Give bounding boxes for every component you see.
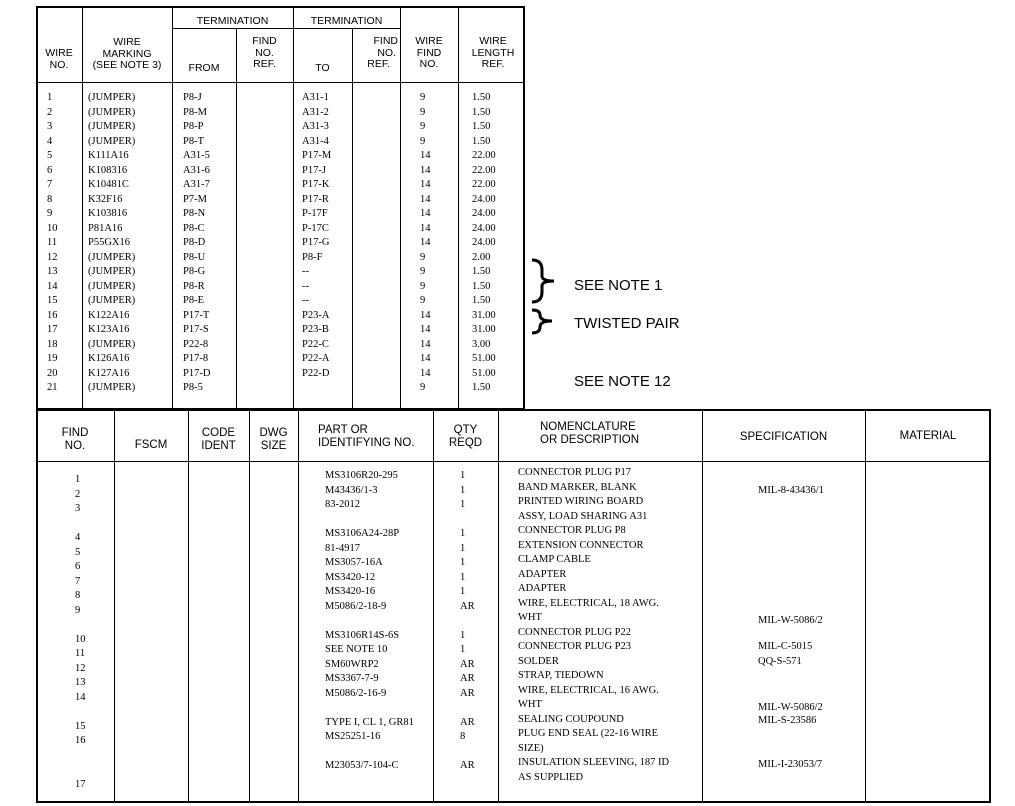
from-cell: P17-8 <box>183 353 209 364</box>
find-no-column <box>75 473 86 792</box>
find-no-cell: 15 <box>75 720 86 732</box>
wire-find-cell: 14 <box>420 353 431 364</box>
part-no-cell: MS3106R14S-6S <box>325 629 400 641</box>
parts-col-divider <box>433 409 434 803</box>
from-cell: P7-M <box>183 193 207 205</box>
wire-length-cell: 1.50 <box>472 135 491 147</box>
to-cell: P8-F <box>302 251 323 263</box>
wire-length-cell: 1.50 <box>472 92 491 103</box>
header-dwg-size: DWG SIZE <box>259 427 288 452</box>
find-no-cell: 2 <box>75 488 81 500</box>
to-cell <box>302 381 331 396</box>
nomenclature-cell: ADAPTER <box>518 568 567 580</box>
header-to: TO <box>315 62 330 74</box>
part-no-cell <box>325 745 414 760</box>
part-no-cell <box>325 614 414 629</box>
to-cell: -- <box>302 280 309 292</box>
wire-col-divider <box>352 28 353 410</box>
wire-marking-cell: (JUMPER) <box>88 338 136 350</box>
wire-find-cell: 9 <box>420 92 426 103</box>
from-cell: P8-J <box>183 92 202 103</box>
nomenclature-cell: AS SUPPLIED <box>518 771 584 783</box>
specification-cell: QQ-S-571 <box>758 655 802 667</box>
qty-cell: 1 <box>460 629 466 641</box>
part-no-cell: M5086/2-18-9 <box>325 600 387 612</box>
wire-find-cell: 14 <box>420 309 431 321</box>
wire-length-cell: 1.50 <box>472 266 491 277</box>
wire-length-cell: 1.50 <box>472 121 491 132</box>
to-cell: A31-1 <box>302 92 329 103</box>
nomenclature-cell: BAND MARKER, BLANK <box>518 481 637 493</box>
to-cell: P22-C <box>302 338 329 350</box>
find-no-cell: 16 <box>75 735 86 746</box>
wire-table-header-divider <box>36 82 525 83</box>
wire-marking-cell: K126A16 <box>88 353 130 364</box>
nomenclature-cell: ASSY, LOAD SHARING A31 <box>518 510 648 522</box>
wire-no-column <box>47 91 58 396</box>
nomenclature-cell: WIRE, ELECTRICAL, 18 AWG. <box>518 597 659 609</box>
wire-find-no-column <box>420 91 431 396</box>
part-no-cell: M43436/1-3 <box>325 484 378 496</box>
header-fscm: FSCM <box>134 439 168 451</box>
parts-col-divider <box>865 409 866 803</box>
wire-length-cell: 31.00 <box>472 324 496 335</box>
specification-cell: MIL-S-23586 <box>758 715 817 727</box>
header-from: FROM <box>188 62 220 74</box>
qty-cell: 1 <box>460 542 466 554</box>
to-cell: P-17F <box>302 208 328 219</box>
nomenclature-cell: SOLDER <box>518 655 559 667</box>
nomenclature-cell: SIZE) <box>518 742 544 754</box>
termination-from-column <box>183 91 210 396</box>
qty-cell <box>460 745 475 760</box>
wire-marking-cell: P81A16 <box>88 222 123 234</box>
part-no-cell: 81-4917 <box>325 542 360 554</box>
qty-cell: 1 <box>460 571 466 583</box>
wire-length-column <box>472 91 496 396</box>
wire-no-cell: 15 <box>47 295 58 306</box>
wire-find-cell: 9 <box>420 106 426 118</box>
wire-no-cell: 5 <box>47 150 53 161</box>
to-cell: P22-A <box>302 353 330 364</box>
qty-cell: AR <box>460 760 475 771</box>
wire-marking-cell: (JUMPER) <box>88 280 136 292</box>
from-cell: P8-U <box>183 251 206 263</box>
to-cell: A31-4 <box>302 135 329 147</box>
wire-find-cell: 14 <box>420 237 431 248</box>
find-no-cell <box>75 517 86 532</box>
wire-find-cell: 14 <box>420 208 431 219</box>
part-no-cell: MS25251-16 <box>325 731 381 742</box>
wire-find-cell: 9 <box>420 135 426 147</box>
qty-cell: AR <box>460 673 475 684</box>
nomenclature-cell: PRINTED WIRING BOARD <box>518 496 644 507</box>
wire-no-cell: 20 <box>47 367 58 379</box>
part-no-cell: SM60WRP2 <box>325 658 379 670</box>
wire-find-cell: 14 <box>420 164 431 176</box>
wire-no-cell: 19 <box>47 353 58 364</box>
from-cell: P8-G <box>183 266 206 277</box>
wire-marking-cell: K108316 <box>88 164 128 176</box>
find-no-cell: 11 <box>75 648 86 659</box>
nomenclature-cell: INSULATION SLEEVING, 187 ID <box>518 757 670 768</box>
part-no-cell: MS3057-16A <box>325 557 383 568</box>
to-cell: A31-3 <box>302 121 329 132</box>
from-cell: P8-T <box>183 135 204 147</box>
find-no-cell: 7 <box>75 575 81 587</box>
to-cell: P17-G <box>302 237 330 248</box>
find-no-cell: 10 <box>75 633 86 645</box>
from-cell: P22-8 <box>183 338 209 350</box>
wire-marking-cell: K103816 <box>88 208 128 219</box>
wire-no-cell: 8 <box>47 193 53 205</box>
nomenclature-cell: PLUG END SEAL (22-16 WIRE <box>518 728 658 739</box>
parts-table-header-divider <box>36 461 991 462</box>
wire-find-cell: 9 <box>420 280 426 292</box>
wire-marking-cell: (JUMPER) <box>88 382 136 393</box>
from-cell: P17-T <box>183 309 210 321</box>
nomenclature-cell: WHT <box>518 612 542 623</box>
from-cell: P8-P <box>183 121 204 132</box>
nomenclature-cell: CLAMP CABLE <box>518 554 591 565</box>
header-wire-find-no: WIRE FIND NO. <box>415 35 443 70</box>
to-cell: P-17C <box>302 222 329 234</box>
qty-cell: 1 <box>460 470 466 481</box>
find-no-cell: 3 <box>75 503 81 514</box>
find-no-cell <box>75 705 86 720</box>
parts-col-divider <box>249 409 250 803</box>
wire-no-cell: 9 <box>47 208 53 219</box>
qty-cell: 1 <box>460 644 466 655</box>
qty-cell: 1 <box>460 586 466 597</box>
from-cell: P8-N <box>183 208 206 219</box>
specification-cell: MIL-I-23053/7 <box>758 758 823 770</box>
wire-length-cell: 1.50 <box>472 106 491 118</box>
specification-cell: MIL-8-43436/1 <box>758 484 824 496</box>
to-cell: P17-M <box>302 150 332 161</box>
wire-length-cell: 22.00 <box>472 179 496 190</box>
part-no-cell <box>325 513 414 528</box>
from-cell: P8-5 <box>183 382 203 393</box>
header-termination-from-group: TERMINATION <box>196 15 269 27</box>
nomenclature-cell: CONNECTOR PLUG P8 <box>518 525 626 536</box>
part-no-cell: MS3106A24-28P <box>325 528 400 539</box>
part-no-cell: MS3420-16 <box>325 586 376 597</box>
wire-marking-cell: K111A16 <box>88 150 129 161</box>
header-wire-no: WIRE NO. <box>45 47 73 71</box>
note-see-note-1: SEE NOTE 1 <box>574 277 663 294</box>
parts-col-divider <box>188 409 189 803</box>
wire-marking-cell: K127A16 <box>88 367 130 379</box>
qty-cell: AR <box>460 658 475 670</box>
nomenclature-cell: SEALING COUPOUND <box>518 713 624 725</box>
qty-cell: AR <box>460 600 475 612</box>
find-no-cell: 5 <box>75 546 81 558</box>
termination-group-divider <box>172 28 400 29</box>
wire-marking-cell: P55GX16 <box>88 237 131 248</box>
wire-find-cell: 9 <box>420 251 426 263</box>
specification-cell: MIL-W-5086/2 <box>758 702 823 713</box>
to-cell: P17-R <box>302 193 329 205</box>
nomenclature-cell: WIRE, ELECTRICAL, 16 AWG. <box>518 684 659 696</box>
wire-find-cell: 9 <box>420 382 426 393</box>
wire-no-cell: 3 <box>47 121 53 132</box>
from-cell: P8-M <box>183 106 207 118</box>
wire-no-cell: 13 <box>47 266 58 277</box>
header-find-no-ref: FIND NO. REF. <box>252 35 277 70</box>
nomenclature-cell: CONNECTOR PLUG P17 <box>518 467 631 478</box>
part-no-column <box>325 469 414 774</box>
to-cell: P23-A <box>302 309 330 321</box>
wire-no-cell: 18 <box>47 338 58 350</box>
nomenclature-cell: CONNECTOR PLUG P22 <box>518 626 631 638</box>
find-no-cell: 9 <box>75 604 81 616</box>
header-termination-to-group: TERMINATION <box>310 15 383 27</box>
part-no-cell: SEE NOTE 10 <box>325 644 388 655</box>
from-cell: A31-6 <box>183 164 210 176</box>
part-no-cell: MS3420-12 <box>325 571 376 583</box>
find-no-cell: 8 <box>75 590 81 601</box>
wire-length-cell: 24.00 <box>472 193 496 205</box>
to-cell: P17-K <box>302 179 330 190</box>
find-no-cell: 17 <box>75 778 86 790</box>
nomenclature-column <box>518 466 669 785</box>
wire-length-cell: 1.50 <box>472 382 491 393</box>
wire-length-cell: 51.00 <box>472 367 496 379</box>
wire-length-cell: 24.00 <box>472 237 496 248</box>
part-no-cell: M5086/2-16-9 <box>325 687 387 699</box>
find-no-cell <box>75 749 86 764</box>
find-no-cell: 13 <box>75 677 86 688</box>
qty-cell: 1 <box>460 499 466 510</box>
from-cell: A31-5 <box>183 150 210 161</box>
wire-find-cell: 14 <box>420 367 431 379</box>
to-cell: -- <box>302 295 309 306</box>
find-no-cell: 1 <box>75 474 81 485</box>
wire-no-cell: 16 <box>47 309 58 321</box>
specification-cell: MIL-W-5086/2 <box>758 615 823 626</box>
wire-find-cell: 14 <box>420 324 431 335</box>
wire-no-cell: 4 <box>47 135 53 147</box>
wire-find-cell: 9 <box>420 295 426 306</box>
from-cell: P8-C <box>183 222 205 234</box>
wire-no-cell: 14 <box>47 280 58 292</box>
part-no-cell <box>325 701 414 716</box>
find-no-cell: 14 <box>75 691 86 703</box>
wire-length-cell: 3.00 <box>472 338 491 350</box>
find-no-cell: 4 <box>75 532 81 543</box>
to-cell: -- <box>302 266 309 277</box>
from-cell: P8-E <box>183 295 204 306</box>
termination-to-column <box>302 91 331 396</box>
wire-no-cell: 12 <box>47 251 58 263</box>
wire-no-cell: 10 <box>47 222 58 234</box>
nomenclature-cell: STRAP, TIEDOWN <box>518 670 604 681</box>
header-nomenclature: NOMENCLATURE OR DESCRIPTION <box>540 421 640 446</box>
wire-marking-cell: K123A16 <box>88 324 130 335</box>
header-specification: SPECIFICATION <box>739 431 828 443</box>
wire-length-cell: 2.00 <box>472 251 491 263</box>
specification-cell: MIL-C-5015 <box>758 641 813 653</box>
wire-find-cell: 14 <box>420 338 431 350</box>
wire-marking-column <box>88 91 135 396</box>
part-no-cell: MS3106R20-295 <box>325 470 398 481</box>
qty-cell: 8 <box>460 731 466 742</box>
brace-twisted-pair <box>528 308 562 336</box>
wire-no-cell: 11 <box>47 237 58 248</box>
specification-column <box>702 469 865 799</box>
part-no-cell: TYPE I, CL 1, GR81 <box>325 716 414 728</box>
qty-cell <box>460 614 475 629</box>
brace-see-note-1 <box>528 258 562 304</box>
find-no-cell <box>75 763 86 778</box>
qty-cell <box>460 513 475 528</box>
wire-col-divider <box>236 28 237 410</box>
to-cell: P23-B <box>302 324 329 335</box>
from-cell: P8-D <box>183 237 206 248</box>
wire-marking-cell: (JUMPER) <box>88 121 136 132</box>
wire-marking-cell: K32F16 <box>88 193 123 205</box>
wire-length-cell: 22.00 <box>472 150 496 161</box>
header-qty-reqd: QTY REQD <box>448 424 483 449</box>
wire-no-cell: 1 <box>47 92 53 103</box>
part-no-cell: MS3367-7-9 <box>325 673 379 684</box>
wire-marking-cell: (JUMPER) <box>88 135 136 147</box>
header-part-no: PART OR IDENTIFYING NO. <box>318 424 415 449</box>
qty-cell: AR <box>460 687 475 699</box>
header-find-no: FIND NO. <box>61 427 89 452</box>
wire-marking-cell: K10481C <box>88 179 129 190</box>
wire-find-cell: 14 <box>420 150 431 161</box>
wire-marking-cell: (JUMPER) <box>88 106 136 118</box>
note-twisted-pair: TWISTED PAIR <box>574 315 680 332</box>
nomenclature-cell: CONNECTOR PLUG P23 <box>518 641 631 652</box>
wire-find-cell: 14 <box>420 179 431 190</box>
wire-no-cell: 21 <box>47 382 58 393</box>
qty-cell: 1 <box>460 557 466 568</box>
wire-no-cell: 2 <box>47 106 53 118</box>
find-no-cell: 12 <box>75 662 86 674</box>
wire-length-cell: 51.00 <box>472 353 496 364</box>
header-code-ident: CODE IDENT <box>201 427 236 452</box>
wire-find-cell: 14 <box>420 222 431 234</box>
from-cell: A31-7 <box>183 179 210 190</box>
from-cell: P17-S <box>183 324 209 335</box>
nomenclature-cell: WHT <box>518 699 542 710</box>
header-wire-length-ref: WIRE LENGTH REF. <box>471 35 515 70</box>
wire-no-cell: 6 <box>47 164 53 176</box>
wire-length-cell: 1.50 <box>472 280 491 292</box>
part-no-cell: 83-2012 <box>325 499 360 510</box>
wire-no-cell: 17 <box>47 324 58 335</box>
qty-cell <box>460 701 475 716</box>
find-no-cell <box>75 618 86 633</box>
note-see-note-12: SEE NOTE 12 <box>574 373 671 390</box>
wire-marking-cell: (JUMPER) <box>88 266 136 277</box>
to-cell: P22-D <box>302 367 330 379</box>
wire-marking-cell: (JUMPER) <box>88 295 136 306</box>
wire-no-cell: 7 <box>47 179 53 190</box>
wire-marking-cell: K122A16 <box>88 309 130 321</box>
wire-length-cell: 1.50 <box>472 295 491 306</box>
wire-marking-cell: (JUMPER) <box>88 92 136 103</box>
header-find-no-ref-2: FIND NO. REF. <box>367 35 398 70</box>
qty-cell: 1 <box>460 484 466 496</box>
wire-length-cell: 22.00 <box>472 164 496 176</box>
from-cell: P17-D <box>183 367 211 379</box>
wire-find-cell: 9 <box>420 121 426 132</box>
part-no-cell: M23053/7-104-C <box>325 760 399 771</box>
to-cell: A31-2 <box>302 106 329 118</box>
find-no-cell: 6 <box>75 561 81 572</box>
parts-col-divider <box>114 409 115 803</box>
nomenclature-cell: EXTENSION CONNECTOR <box>518 539 644 551</box>
parts-col-divider <box>498 409 499 803</box>
wire-find-cell: 9 <box>420 266 426 277</box>
qty-column <box>460 469 475 774</box>
wire-length-cell: 24.00 <box>472 222 496 234</box>
qty-cell: AR <box>460 716 475 728</box>
parts-col-divider <box>298 409 299 803</box>
wire-length-cell: 24.00 <box>472 208 496 219</box>
header-wire-marking: WIRE MARKING (SEE NOTE 3) <box>92 36 162 71</box>
wire-marking-cell: (JUMPER) <box>88 251 136 263</box>
nomenclature-cell: ADAPTER <box>518 583 567 594</box>
from-cell: P8-R <box>183 280 205 292</box>
wire-length-cell: 31.00 <box>472 309 496 321</box>
header-material: MATERIAL <box>899 430 957 442</box>
qty-cell: 1 <box>460 528 466 539</box>
wire-find-cell: 14 <box>420 193 431 205</box>
to-cell: P17-J <box>302 164 326 176</box>
